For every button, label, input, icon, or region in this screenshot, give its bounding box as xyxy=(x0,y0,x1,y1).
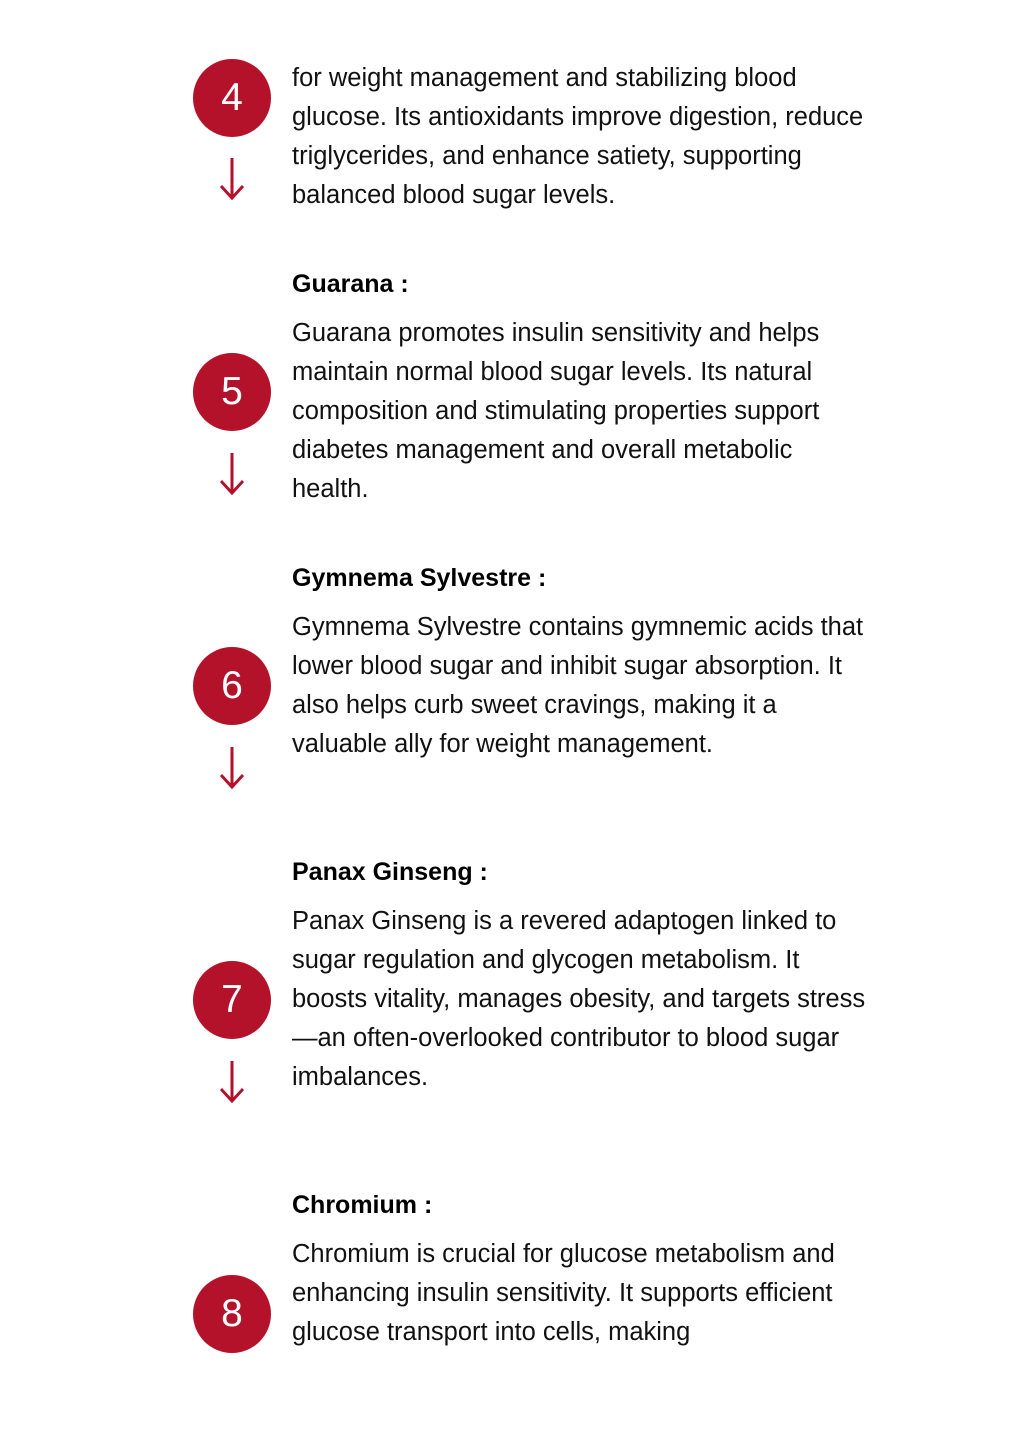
arrow-down-icon xyxy=(216,156,248,202)
step-number-badge: 7 xyxy=(193,961,271,1039)
ingredient-description: for weight management and stabilizing blood glucose. Its antioxidants improve digestion, reduce triglycerides, and enhance satiety, supporting balanced blood sugar levels. xyxy=(292,64,864,209)
ingredient-heading: Gymnema Sylvestre : xyxy=(292,564,547,592)
arrow-down-icon xyxy=(216,1059,248,1105)
ingredient-description: Gymnema Sylvestre contains gymnemic acids that lower blood sugar and inhibit sugar absorption. It also helps curb sweet cravings, making it a valuable ally for weight management. xyxy=(292,613,864,758)
arrow-down-icon xyxy=(216,745,248,791)
ingredient-heading: Panax Ginseng : xyxy=(292,858,488,886)
ingredient-description: Chromium is crucial for glucose metabolism and enhancing insulin sensitivity. It supports efficient glucose transport into cells, making xyxy=(292,1240,835,1346)
step-number-badge: 4 xyxy=(193,59,271,137)
ingredient-description: Guarana promotes insulin sensitivity and helps maintain normal blood sugar levels. Its natural composition and stimulating properties support diabetes management and overall metabolic health. xyxy=(292,319,820,503)
ingredient-heading: Guarana : xyxy=(292,270,409,298)
step-number-badge: 8 xyxy=(193,1275,271,1353)
ingredient-heading: Chromium : xyxy=(292,1191,433,1219)
step-number-badge: 5 xyxy=(193,353,271,431)
step-number-badge: 6 xyxy=(193,647,271,725)
arrow-down-icon xyxy=(216,451,248,497)
ingredient-description: Panax Ginseng is a revered adaptogen linked to sugar regulation and glycogen metabolism. It boosts vitality, manages obesity, and targets stress—an often-overlooked contributor to blood sugar imbalances. xyxy=(292,907,866,1091)
